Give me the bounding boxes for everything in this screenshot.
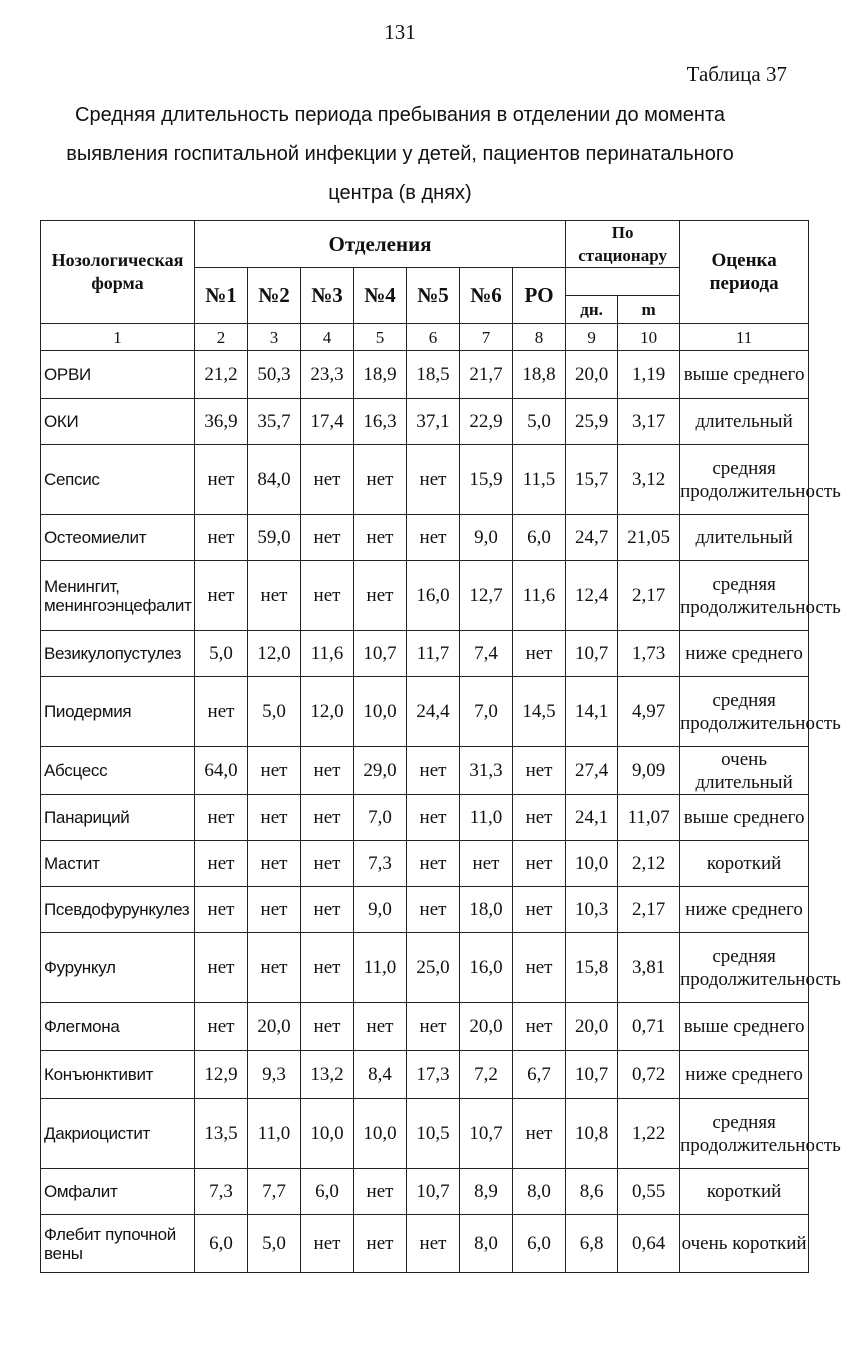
page-number: 131: [384, 20, 416, 44]
row-value-cell: 18,9: [354, 351, 407, 399]
row-value-cell: 5,0: [248, 677, 301, 747]
row-value-cell: нет: [407, 887, 460, 933]
header-dept-col: №5: [407, 268, 460, 324]
row-nosology-name: Менингит, менингоэнцефалит: [41, 561, 195, 631]
row-value-cell: 9,09: [618, 747, 680, 795]
row-value-cell: нет: [248, 795, 301, 841]
row-value-cell: 24,1: [566, 795, 618, 841]
data-table: [40, 220, 841, 1273]
row-value-cell: 18,8: [513, 351, 566, 399]
row-assessment: средняя продолжительность: [680, 1099, 809, 1169]
row-value-cell: нет: [248, 841, 301, 887]
row-value-cell: нет: [301, 515, 354, 561]
row-nosology-name: Омфалит: [41, 1169, 195, 1215]
header-dept-col: №6: [460, 268, 513, 324]
row-nosology-name: Панариций: [41, 795, 195, 841]
row-value-cell: 7,3: [354, 841, 407, 887]
row-value-cell: нет: [248, 887, 301, 933]
column-number: 6: [407, 324, 460, 351]
row-value-cell: 9,0: [354, 887, 407, 933]
column-number: 5: [354, 324, 407, 351]
row-value-cell: нет: [407, 795, 460, 841]
row-value-cell: 20,0: [566, 1003, 618, 1051]
row-value-cell: нет: [248, 747, 301, 795]
row-value-cell: 8,0: [513, 1169, 566, 1215]
row-value-cell: 27,4: [566, 747, 618, 795]
row-value-cell: 9,0: [460, 515, 513, 561]
row-value-cell: 12,0: [301, 677, 354, 747]
row-value-cell: 0,71: [618, 1003, 680, 1051]
row-value-cell: 15,9: [460, 445, 513, 515]
table-row: [41, 1099, 809, 1169]
row-value-cell: нет: [513, 933, 566, 1003]
row-assessment: средняя продолжительность: [680, 933, 809, 1003]
row-nosology-name: Дакриоцистит: [41, 1099, 195, 1169]
row-value-cell: нет: [195, 1003, 248, 1051]
row-value-cell: 8,6: [566, 1169, 618, 1215]
column-number-row: [41, 324, 809, 351]
table-row: [41, 795, 809, 841]
row-value-cell: 7,0: [460, 677, 513, 747]
table-row: [41, 677, 809, 747]
table-row: [41, 841, 809, 887]
table-row: [41, 445, 809, 515]
row-value-cell: нет: [354, 1003, 407, 1051]
row-value-cell: 24,4: [407, 677, 460, 747]
row-value-cell: 16,0: [407, 561, 460, 631]
column-number: 9: [566, 324, 618, 351]
row-value-cell: нет: [513, 795, 566, 841]
table-row: [41, 1215, 809, 1273]
row-value-cell: 29,0: [354, 747, 407, 795]
row-value-cell: 10,3: [566, 887, 618, 933]
row-value-cell: 2,17: [618, 561, 680, 631]
column-number: 7: [460, 324, 513, 351]
row-value-cell: нет: [248, 933, 301, 1003]
row-value-cell: 35,7: [248, 399, 301, 445]
row-assessment: очень длительный: [680, 747, 809, 795]
column-number: 3: [248, 324, 301, 351]
row-value-cell: 8,9: [460, 1169, 513, 1215]
row-value-cell: 2,12: [618, 841, 680, 887]
row-value-cell: 6,0: [513, 515, 566, 561]
row-value-cell: 11,5: [513, 445, 566, 515]
row-value-cell: 6,0: [513, 1215, 566, 1273]
row-value-cell: нет: [407, 445, 460, 515]
row-nosology-name: ОРВИ: [41, 351, 195, 399]
row-value-cell: 36,9: [195, 399, 248, 445]
row-nosology-name: Мастит: [41, 841, 195, 887]
row-value-cell: 10,7: [566, 1051, 618, 1099]
row-value-cell: нет: [513, 1099, 566, 1169]
row-value-cell: 12,0: [248, 631, 301, 677]
column-number: 4: [301, 324, 354, 351]
row-value-cell: нет: [195, 795, 248, 841]
row-assessment: ниже среднего: [680, 887, 809, 933]
row-value-cell: 64,0: [195, 747, 248, 795]
row-value-cell: 21,2: [195, 351, 248, 399]
row-value-cell: 10,5: [407, 1099, 460, 1169]
row-value-cell: 31,3: [460, 747, 513, 795]
row-value-cell: 8,0: [460, 1215, 513, 1273]
row-value-cell: 23,3: [301, 351, 354, 399]
column-number: 8: [513, 324, 566, 351]
table-label: Таблица 37: [686, 62, 787, 86]
row-assessment: короткий: [680, 841, 809, 887]
row-nosology-name: Флегмона: [41, 1003, 195, 1051]
row-value-cell: нет: [354, 561, 407, 631]
row-assessment: выше среднего: [680, 795, 809, 841]
row-value-cell: 12,7: [460, 561, 513, 631]
row-nosology-name: Конъюнктивит: [41, 1051, 195, 1099]
row-value-cell: нет: [301, 887, 354, 933]
row-nosology-name: Остеомиелит: [41, 515, 195, 561]
row-value-cell: нет: [195, 445, 248, 515]
row-value-cell: 13,5: [195, 1099, 248, 1169]
caption-line: выявления госпитальной инфекции у детей, пациентов перинатального: [66, 143, 734, 165]
row-value-cell: 5,0: [248, 1215, 301, 1273]
row-value-cell: нет: [195, 515, 248, 561]
row-value-cell: нет: [513, 841, 566, 887]
row-value-cell: 17,3: [407, 1051, 460, 1099]
row-value-cell: 11,07: [618, 795, 680, 841]
row-nosology-name: Псевдофурункулез: [41, 887, 195, 933]
header-nosology: Нозологическая форма: [41, 221, 195, 324]
row-value-cell: нет: [301, 795, 354, 841]
row-nosology-name: Сепсис: [41, 445, 195, 515]
header-dept-col: №2: [248, 268, 301, 324]
row-value-cell: 14,1: [566, 677, 618, 747]
row-value-cell: нет: [407, 747, 460, 795]
row-value-cell: 12,4: [566, 561, 618, 631]
row-value-cell: 16,3: [354, 399, 407, 445]
row-value-cell: 84,0: [248, 445, 301, 515]
header-dept-col: №3: [301, 268, 354, 324]
row-value-cell: 10,7: [354, 631, 407, 677]
table-row: [41, 631, 809, 677]
header-dept-col: №1: [195, 268, 248, 324]
row-value-cell: 3,17: [618, 399, 680, 445]
row-value-cell: 5,0: [195, 631, 248, 677]
row-value-cell: нет: [407, 1003, 460, 1051]
row-value-cell: 15,8: [566, 933, 618, 1003]
table-row: [41, 1051, 809, 1099]
row-assessment: длительный: [680, 515, 809, 561]
row-value-cell: 50,3: [248, 351, 301, 399]
row-nosology-name: Пиодермия: [41, 677, 195, 747]
row-value-cell: 18,0: [460, 887, 513, 933]
row-assessment: короткий: [680, 1169, 809, 1215]
row-value-cell: нет: [407, 1215, 460, 1273]
row-value-cell: 6,7: [513, 1051, 566, 1099]
row-value-cell: нет: [301, 841, 354, 887]
caption-line: центра (в днях): [328, 182, 472, 204]
row-value-cell: нет: [513, 747, 566, 795]
row-value-cell: нет: [195, 887, 248, 933]
row-value-cell: 59,0: [248, 515, 301, 561]
row-assessment: выше среднего: [680, 351, 809, 399]
row-value-cell: 9,3: [248, 1051, 301, 1099]
row-value-cell: 0,72: [618, 1051, 680, 1099]
row-value-cell: 37,1: [407, 399, 460, 445]
table-row: [41, 515, 809, 561]
row-value-cell: 11,0: [248, 1099, 301, 1169]
row-assessment: выше среднего: [680, 1003, 809, 1051]
header-dept-col: РО: [513, 268, 566, 324]
row-assessment: ниже среднего: [680, 631, 809, 677]
row-value-cell: нет: [513, 1003, 566, 1051]
row-nosology-name: Флебит пупочной вены: [41, 1215, 195, 1273]
table-row: [41, 933, 809, 1003]
row-value-cell: 1,19: [618, 351, 680, 399]
row-value-cell: 1,73: [618, 631, 680, 677]
row-value-cell: 13,2: [301, 1051, 354, 1099]
table-row: [41, 399, 809, 445]
header-hospital: По стационару: [566, 221, 680, 268]
row-value-cell: 22,9: [460, 399, 513, 445]
row-value-cell: нет: [195, 561, 248, 631]
row-value-cell: 20,0: [248, 1003, 301, 1051]
table-row: [41, 747, 809, 795]
row-value-cell: нет: [513, 887, 566, 933]
row-value-cell: нет: [301, 561, 354, 631]
row-nosology-name: ОКИ: [41, 399, 195, 445]
row-value-cell: 10,7: [460, 1099, 513, 1169]
row-value-cell: 10,0: [566, 841, 618, 887]
row-value-cell: нет: [354, 515, 407, 561]
row-value-cell: 10,0: [301, 1099, 354, 1169]
table-row: [41, 561, 809, 631]
header-m: m: [618, 296, 680, 324]
row-value-cell: нет: [354, 445, 407, 515]
row-value-cell: нет: [354, 1169, 407, 1215]
row-value-cell: 14,5: [513, 677, 566, 747]
row-value-cell: 11,0: [354, 933, 407, 1003]
header-days: дн.: [566, 296, 618, 324]
row-value-cell: 8,4: [354, 1051, 407, 1099]
row-value-cell: 11,7: [407, 631, 460, 677]
row-value-cell: нет: [301, 1215, 354, 1273]
row-value-cell: нет: [301, 747, 354, 795]
row-value-cell: 1,22: [618, 1099, 680, 1169]
table-row: [41, 887, 809, 933]
caption-line: Средняя длительность периода пребывания в отделении до момента: [75, 104, 725, 126]
row-value-cell: 20,0: [460, 1003, 513, 1051]
row-value-cell: 21,7: [460, 351, 513, 399]
row-value-cell: 3,12: [618, 445, 680, 515]
row-value-cell: 7,0: [354, 795, 407, 841]
row-assessment: ниже среднего: [680, 1051, 809, 1099]
column-number: 10: [618, 324, 680, 351]
row-assessment: средняя продолжительность: [680, 445, 809, 515]
row-value-cell: 25,9: [566, 399, 618, 445]
column-number: 11: [680, 324, 809, 351]
row-value-cell: 16,0: [460, 933, 513, 1003]
row-assessment: длительный: [680, 399, 809, 445]
header-dept-col: №4: [354, 268, 407, 324]
row-value-cell: 6,0: [195, 1215, 248, 1273]
table-caption: [40, 96, 760, 213]
row-value-cell: 7,2: [460, 1051, 513, 1099]
table-row: [41, 1003, 809, 1051]
row-value-cell: 25,0: [407, 933, 460, 1003]
table-row: [41, 1169, 809, 1215]
row-assessment: средняя продолжительность: [680, 677, 809, 747]
row-value-cell: 10,7: [407, 1169, 460, 1215]
row-value-cell: 10,7: [566, 631, 618, 677]
row-value-cell: нет: [195, 841, 248, 887]
row-value-cell: нет: [195, 677, 248, 747]
column-number: 2: [195, 324, 248, 351]
column-number: 1: [41, 324, 195, 351]
row-value-cell: нет: [195, 933, 248, 1003]
row-value-cell: 12,9: [195, 1051, 248, 1099]
row-value-cell: 21,05: [618, 515, 680, 561]
row-value-cell: 10,0: [354, 1099, 407, 1169]
row-value-cell: 0,55: [618, 1169, 680, 1215]
row-value-cell: 6,8: [566, 1215, 618, 1273]
row-value-cell: нет: [407, 841, 460, 887]
row-value-cell: 24,7: [566, 515, 618, 561]
row-value-cell: нет: [513, 631, 566, 677]
row-value-cell: 2,17: [618, 887, 680, 933]
row-assessment: средняя продолжительность: [680, 561, 809, 631]
row-value-cell: нет: [301, 933, 354, 1003]
row-value-cell: 4,97: [618, 677, 680, 747]
row-nosology-name: Абсцесс: [41, 747, 195, 795]
row-nosology-name: Везикулопустулез: [41, 631, 195, 677]
row-value-cell: 20,0: [566, 351, 618, 399]
row-value-cell: нет: [354, 1215, 407, 1273]
row-value-cell: 10,8: [566, 1099, 618, 1169]
row-value-cell: 11,6: [301, 631, 354, 677]
row-value-cell: 3,81: [618, 933, 680, 1003]
row-value-cell: 7,7: [248, 1169, 301, 1215]
row-value-cell: 17,4: [301, 399, 354, 445]
row-value-cell: нет: [248, 561, 301, 631]
header-departments: Отделения: [195, 221, 566, 268]
row-assessment: очень короткий: [680, 1215, 809, 1273]
row-value-cell: нет: [301, 1003, 354, 1051]
row-value-cell: 15,7: [566, 445, 618, 515]
row-value-cell: нет: [460, 841, 513, 887]
row-value-cell: 10,0: [354, 677, 407, 747]
header-assessment: Оценка периода: [680, 221, 809, 324]
row-nosology-name: Фурункул: [41, 933, 195, 1003]
row-value-cell: 7,4: [460, 631, 513, 677]
row-value-cell: нет: [301, 445, 354, 515]
row-value-cell: 0,64: [618, 1215, 680, 1273]
row-value-cell: 11,6: [513, 561, 566, 631]
row-value-cell: 11,0: [460, 795, 513, 841]
row-value-cell: 5,0: [513, 399, 566, 445]
table-row: [41, 351, 809, 399]
row-value-cell: 18,5: [407, 351, 460, 399]
row-value-cell: 6,0: [301, 1169, 354, 1215]
row-value-cell: 7,3: [195, 1169, 248, 1215]
row-value-cell: нет: [407, 515, 460, 561]
